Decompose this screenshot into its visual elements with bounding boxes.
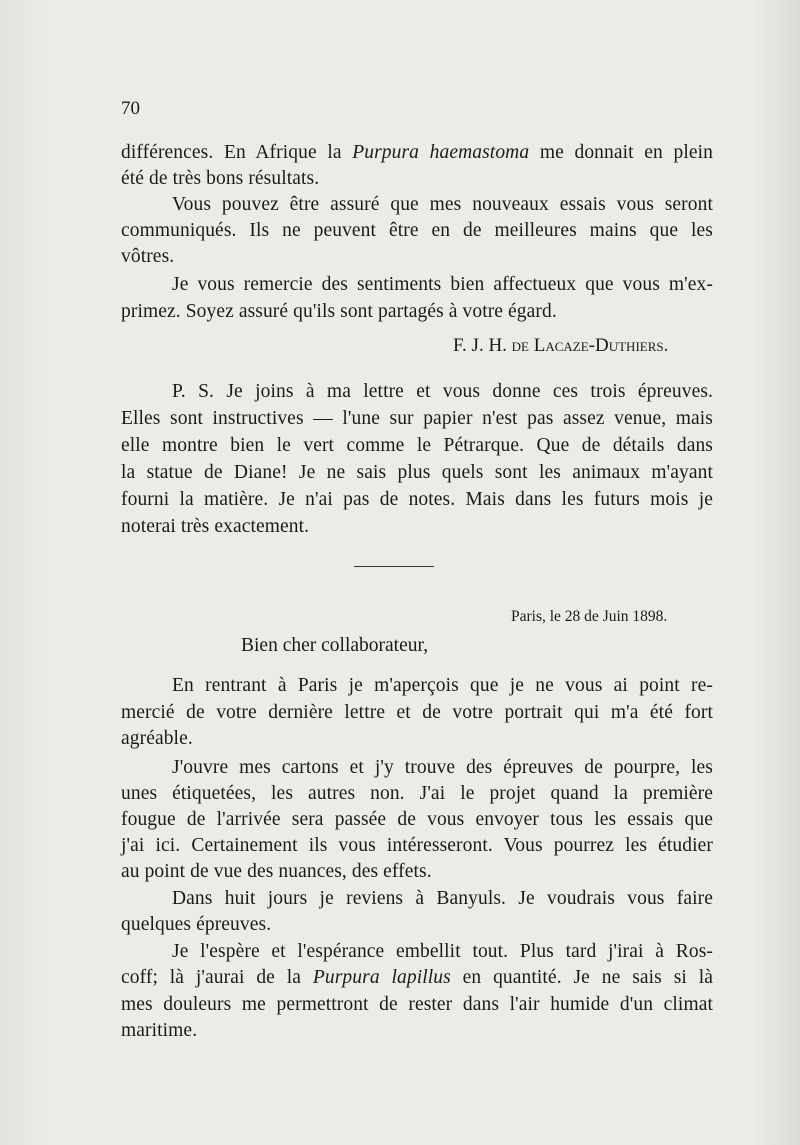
salutation: Bien cher collaborateur, [241,635,429,656]
text-line: En rentrant à Paris je m'aperçois que je ne vous ai point re- [172,675,713,696]
page-number: 70 [121,98,140,119]
ps-line: Elles sont instructives — l'une sur papier n'est pas assez venue, mais [121,408,713,429]
text-line: mes douleurs me permettront de rester dans l'air humide d'un climat [121,994,713,1015]
text-line: vôtres. [121,246,175,267]
text-line: agréable. [121,728,193,749]
ps-line: P. S. Je joins à ma lettre et vous donne ces trois épreuves. [172,381,713,402]
text-line: maritime. [121,1020,198,1041]
ps-line: fourni la matière. Je n'ai pas de notes. Mais dans les futurs mois je [121,489,713,510]
signature [453,335,668,357]
text-line: différences. En Afrique la Purpura haemastoma me donnait en plein [121,142,713,163]
text-line: fougue de l'arrivée sera passée de vous envoyer tous les essais que [121,809,713,830]
text-line: mercié de votre dernière lettre et de votre portrait qui m'a été fort [121,702,713,723]
ps-line: noterai très exactement. [121,516,310,537]
text-line: quelques épreuves. [121,914,272,935]
text-line: au point de vue des nuances, des effets. [121,861,432,882]
signature-text: F. J. H. de Lacaze-Duthiers. [453,335,669,356]
text-line: J'ouvre mes cartons et j'y trouve des épreuves de pourpre, les [172,757,713,778]
text-line: été de très bons résultats. [121,168,320,189]
section-divider [354,566,434,567]
text-line: unes étiquetées, les autres non. J'ai le projet quand la première [121,783,713,804]
text-line: coff; là j'aurai de la Purpura lapillus en quantité. Je ne sais si là [121,967,713,988]
text-line: Je vous remercie des sentiments bien affectueux que vous m'ex- [172,274,713,295]
text-line: Je l'espère et l'espérance embellit tout. Plus tard j'irai à Ros- [172,941,713,962]
ps-line: elle montre bien le vert comme le Pétrarque. Que de détails dans [121,435,713,456]
text-line: communiqués. Ils ne peuvent être en de meilleures mains que les [121,220,713,241]
text-line: Vous pouvez être assuré que mes nouveaux essais vous seront [172,194,713,215]
dateline: Paris, le 28 de Juin 1898. [511,608,668,625]
text-line: j'ai ici. Certainement ils vous intéresseront. Vous pourrez les étudier [121,835,713,856]
text-line: primez. Soyez assuré qu'ils sont partagés à votre égard. [121,301,557,322]
text-line: Dans huit jours je reviens à Banyuls. Je voudrais vous faire [172,888,713,909]
ps-line: la statue de Diane! Je ne sais plus quels sont les animaux m'ayant [121,462,713,483]
